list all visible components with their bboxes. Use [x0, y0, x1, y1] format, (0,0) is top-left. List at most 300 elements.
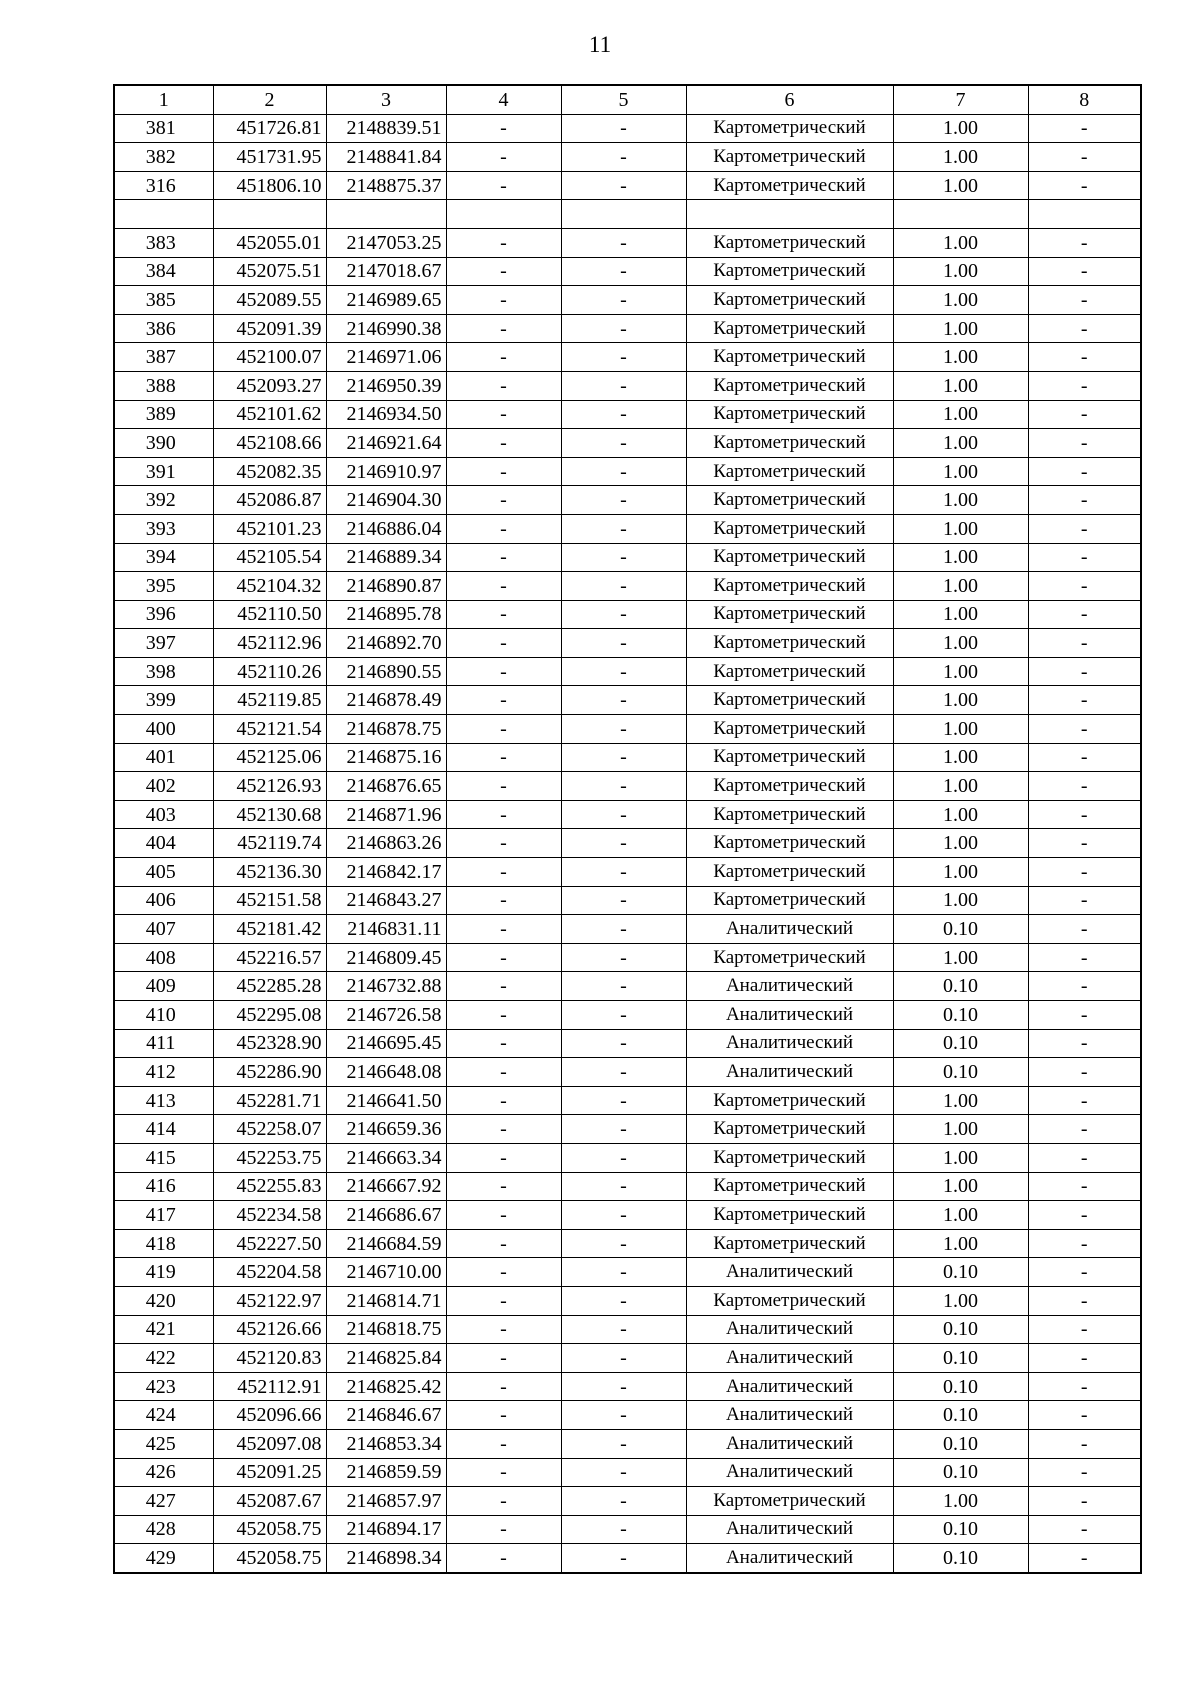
column-5-cell: -: [561, 486, 686, 515]
y-coordinate-cell: 2146921.64: [326, 429, 446, 458]
x-coordinate-cell: 452112.91: [213, 1372, 326, 1401]
column-4-cell: -: [446, 1229, 561, 1258]
column-5-cell: -: [561, 743, 686, 772]
table-row: [114, 686, 1141, 715]
accuracy-cell: 1.00: [893, 572, 1028, 601]
column-8-cell: -: [1028, 343, 1141, 372]
table-row: [114, 543, 1141, 572]
y-coordinate-cell: 2146904.30: [326, 486, 446, 515]
column-8-cell: -: [1028, 429, 1141, 458]
accuracy-cell: 1.00: [893, 143, 1028, 172]
accuracy-cell: 1.00: [893, 715, 1028, 744]
point-number-cell: 407: [114, 915, 213, 944]
column-8-cell: -: [1028, 1372, 1141, 1401]
point-number-cell: 382: [114, 143, 213, 172]
x-coordinate-cell: 451731.95: [213, 143, 326, 172]
x-coordinate-cell: 452295.08: [213, 1001, 326, 1030]
method-cell: Картометрический: [686, 114, 893, 143]
x-coordinate-cell: 452112.96: [213, 629, 326, 658]
column-4-cell: -: [446, 343, 561, 372]
coordinates-table-container: [113, 84, 1140, 1574]
accuracy-cell: 1.00: [893, 1143, 1028, 1172]
y-coordinate-cell: 2146910.97: [326, 457, 446, 486]
col-4-header: 4: [446, 85, 561, 114]
point-number-cell: 421: [114, 1315, 213, 1344]
col-1-header: 1: [114, 85, 213, 114]
point-number-cell: 400: [114, 715, 213, 744]
table-row: [114, 800, 1141, 829]
point-number-cell: 316: [114, 171, 213, 200]
column-4-cell: -: [446, 943, 561, 972]
method-cell: Картометрический: [686, 371, 893, 400]
table-row: [114, 1544, 1141, 1573]
method-cell: Картометрический: [686, 886, 893, 915]
x-coordinate-cell: 452121.54: [213, 715, 326, 744]
column-5-cell: -: [561, 715, 686, 744]
y-coordinate-cell: 2146857.97: [326, 1487, 446, 1516]
column-8-cell: -: [1028, 629, 1141, 658]
point-number-cell: 397: [114, 629, 213, 658]
table-row: [114, 1201, 1141, 1230]
y-coordinate-cell: 2146842.17: [326, 858, 446, 887]
column-4-cell: -: [446, 143, 561, 172]
column-5-cell: -: [561, 858, 686, 887]
column-8-cell: -: [1028, 1515, 1141, 1544]
column-8-cell: -: [1028, 1229, 1141, 1258]
x-coordinate-cell: 452097.08: [213, 1429, 326, 1458]
table-row: [114, 1401, 1141, 1430]
accuracy-cell: 1.00: [893, 829, 1028, 858]
accuracy-cell: 1.00: [893, 1086, 1028, 1115]
accuracy-cell: 1.00: [893, 257, 1028, 286]
column-8-cell: -: [1028, 1029, 1141, 1058]
column-4-cell: -: [446, 1143, 561, 1172]
x-coordinate-cell: 452281.71: [213, 1086, 326, 1115]
table-row: [114, 228, 1141, 257]
column-8-cell: -: [1028, 600, 1141, 629]
point-number-cell: 420: [114, 1286, 213, 1315]
point-number-cell: 384: [114, 257, 213, 286]
method-cell: Аналитический: [686, 1544, 893, 1573]
accuracy-cell: 1.00: [893, 772, 1028, 801]
y-coordinate-cell: [326, 200, 446, 229]
y-coordinate-cell: 2146890.55: [326, 657, 446, 686]
accuracy-cell: 0.10: [893, 1315, 1028, 1344]
column-5-cell: -: [561, 114, 686, 143]
column-8-cell: -: [1028, 886, 1141, 915]
column-8-cell: -: [1028, 314, 1141, 343]
column-4-cell: -: [446, 486, 561, 515]
column-8-cell: -: [1028, 1286, 1141, 1315]
column-8-cell: -: [1028, 1544, 1141, 1573]
accuracy-cell: 0.10: [893, 1344, 1028, 1373]
method-cell: Картометрический: [686, 143, 893, 172]
y-coordinate-cell: 2148841.84: [326, 143, 446, 172]
point-number-cell: 387: [114, 343, 213, 372]
point-number-cell: 413: [114, 1086, 213, 1115]
column-5-cell: -: [561, 171, 686, 200]
y-coordinate-cell: 2146726.58: [326, 1001, 446, 1030]
method-cell: Картометрический: [686, 429, 893, 458]
column-5-cell: -: [561, 600, 686, 629]
x-coordinate-cell: 452100.07: [213, 343, 326, 372]
table-row: [114, 429, 1141, 458]
column-5-cell: -: [561, 886, 686, 915]
table-row: [114, 1429, 1141, 1458]
table-row: [114, 1258, 1141, 1287]
x-coordinate-cell: 452082.35: [213, 457, 326, 486]
y-coordinate-cell: 2146846.67: [326, 1401, 446, 1430]
y-coordinate-cell: 2146890.87: [326, 572, 446, 601]
x-coordinate-cell: 452086.87: [213, 486, 326, 515]
y-coordinate-cell: 2146814.71: [326, 1286, 446, 1315]
column-4-cell: -: [446, 743, 561, 772]
point-number-cell: 429: [114, 1544, 213, 1573]
accuracy-cell: 0.10: [893, 1001, 1028, 1030]
method-cell: Аналитический: [686, 915, 893, 944]
point-number-cell: 385: [114, 286, 213, 315]
column-4-cell: -: [446, 228, 561, 257]
point-number-cell: 399: [114, 686, 213, 715]
column-4-cell: -: [446, 686, 561, 715]
x-coordinate-cell: 452253.75: [213, 1143, 326, 1172]
column-4-cell: -: [446, 171, 561, 200]
point-number-cell: 416: [114, 1172, 213, 1201]
x-coordinate-cell: 451806.10: [213, 171, 326, 200]
y-coordinate-cell: 2146892.70: [326, 629, 446, 658]
column-8-cell: -: [1028, 1001, 1141, 1030]
x-coordinate-cell: 452087.67: [213, 1487, 326, 1516]
column-5-cell: -: [561, 1229, 686, 1258]
x-coordinate-cell: 452058.75: [213, 1515, 326, 1544]
table-row: [114, 257, 1141, 286]
point-number-cell: 414: [114, 1115, 213, 1144]
column-5-cell: -: [561, 800, 686, 829]
point-number-cell: 427: [114, 1487, 213, 1516]
column-4-cell: -: [446, 514, 561, 543]
method-cell: [686, 200, 893, 229]
column-4-cell: -: [446, 371, 561, 400]
column-5-cell: -: [561, 1487, 686, 1516]
column-4-cell: -: [446, 1172, 561, 1201]
x-coordinate-cell: 452151.58: [213, 886, 326, 915]
x-coordinate-cell: 452119.85: [213, 686, 326, 715]
table-row: [114, 715, 1141, 744]
method-cell: Аналитический: [686, 1315, 893, 1344]
column-4-cell: -: [446, 1344, 561, 1373]
point-number-cell: 389: [114, 400, 213, 429]
x-coordinate-cell: 452258.07: [213, 1115, 326, 1144]
column-8-cell: -: [1028, 715, 1141, 744]
column-5-cell: -: [561, 1429, 686, 1458]
accuracy-cell: 1.00: [893, 514, 1028, 543]
page-number: 11: [588, 32, 612, 57]
column-4-cell: -: [446, 257, 561, 286]
column-5-cell: -: [561, 1286, 686, 1315]
x-coordinate-cell: 452055.01: [213, 228, 326, 257]
y-coordinate-cell: 2146825.84: [326, 1344, 446, 1373]
column-4-cell: -: [446, 1429, 561, 1458]
accuracy-cell: 1.00: [893, 943, 1028, 972]
point-number-cell: 409: [114, 972, 213, 1001]
accuracy-cell: 1.00: [893, 600, 1028, 629]
table-row: [114, 1115, 1141, 1144]
column-4-cell: -: [446, 600, 561, 629]
column-5-cell: -: [561, 686, 686, 715]
table-row: [114, 514, 1141, 543]
column-5-cell: -: [561, 514, 686, 543]
y-coordinate-cell: 2146667.92: [326, 1172, 446, 1201]
point-number-cell: 395: [114, 572, 213, 601]
column-8-cell: -: [1028, 772, 1141, 801]
column-4-cell: -: [446, 972, 561, 1001]
table-row: [114, 1458, 1141, 1487]
column-5-cell: -: [561, 1515, 686, 1544]
column-4-cell: -: [446, 1115, 561, 1144]
x-coordinate-cell: 452286.90: [213, 1058, 326, 1087]
accuracy-cell: 0.10: [893, 1258, 1028, 1287]
column-5-cell: -: [561, 772, 686, 801]
accuracy-cell: 1.00: [893, 400, 1028, 429]
point-number-cell: 392: [114, 486, 213, 515]
method-cell: Картометрический: [686, 314, 893, 343]
table-row: [114, 314, 1141, 343]
accuracy-cell: 1.00: [893, 886, 1028, 915]
y-coordinate-cell: 2146898.34: [326, 1544, 446, 1573]
x-coordinate-cell: 452126.93: [213, 772, 326, 801]
accuracy-cell: 1.00: [893, 314, 1028, 343]
point-number-cell: 410: [114, 1001, 213, 1030]
point-number-cell: 408: [114, 943, 213, 972]
column-4-cell: [446, 200, 561, 229]
column-8-cell: -: [1028, 943, 1141, 972]
column-8-cell: -: [1028, 1143, 1141, 1172]
table-row: [114, 343, 1141, 372]
method-cell: Картометрический: [686, 772, 893, 801]
table-row: [114, 1315, 1141, 1344]
y-coordinate-cell: 2146934.50: [326, 400, 446, 429]
method-cell: Картометрический: [686, 572, 893, 601]
column-5-cell: -: [561, 228, 686, 257]
x-coordinate-cell: 452110.50: [213, 600, 326, 629]
column-5-cell: -: [561, 543, 686, 572]
column-5-cell: -: [561, 1029, 686, 1058]
column-8-cell: -: [1028, 915, 1141, 944]
column-4-cell: -: [446, 858, 561, 887]
table-row: [114, 629, 1141, 658]
method-cell: Картометрический: [686, 400, 893, 429]
x-coordinate-cell: 452181.42: [213, 915, 326, 944]
column-4-cell: -: [446, 114, 561, 143]
table-row: [114, 657, 1141, 686]
accuracy-cell: 1.00: [893, 1172, 1028, 1201]
table-separator-row: [114, 200, 1141, 229]
method-cell: Аналитический: [686, 1258, 893, 1287]
method-cell: Картометрический: [686, 286, 893, 315]
column-8-cell: -: [1028, 572, 1141, 601]
column-8-cell: -: [1028, 486, 1141, 515]
table-row: [114, 743, 1141, 772]
y-coordinate-cell: 2146886.04: [326, 514, 446, 543]
column-5-cell: -: [561, 1258, 686, 1287]
table-row: [114, 829, 1141, 858]
table-row: [114, 400, 1141, 429]
accuracy-cell: 0.10: [893, 1429, 1028, 1458]
point-number-cell: 393: [114, 514, 213, 543]
x-coordinate-cell: 452204.58: [213, 1258, 326, 1287]
point-number-cell: 411: [114, 1029, 213, 1058]
method-cell: Картометрический: [686, 457, 893, 486]
x-coordinate-cell: 452126.66: [213, 1315, 326, 1344]
x-coordinate-cell: 452285.28: [213, 972, 326, 1001]
col-6-header: 6: [686, 85, 893, 114]
accuracy-cell: 1.00: [893, 1487, 1028, 1516]
table-row: [114, 1029, 1141, 1058]
y-coordinate-cell: 2146950.39: [326, 371, 446, 400]
point-number-cell: 402: [114, 772, 213, 801]
y-coordinate-cell: 2146695.45: [326, 1029, 446, 1058]
x-coordinate-cell: 452093.27: [213, 371, 326, 400]
column-4-cell: -: [446, 1515, 561, 1544]
point-number-cell: 412: [114, 1058, 213, 1087]
method-cell: Картометрический: [686, 514, 893, 543]
column-4-cell: -: [446, 400, 561, 429]
column-4-cell: -: [446, 1201, 561, 1230]
table-row: [114, 1058, 1141, 1087]
point-number-cell: 405: [114, 858, 213, 887]
y-coordinate-cell: 2146989.65: [326, 286, 446, 315]
table-row: [114, 1086, 1141, 1115]
point-number-cell: 404: [114, 829, 213, 858]
table-row: [114, 1001, 1141, 1030]
accuracy-cell: 0.10: [893, 1029, 1028, 1058]
x-coordinate-cell: 452234.58: [213, 1201, 326, 1230]
y-coordinate-cell: 2146809.45: [326, 943, 446, 972]
column-4-cell: -: [446, 1001, 561, 1030]
column-5-cell: -: [561, 1001, 686, 1030]
method-cell: Картометрический: [686, 1487, 893, 1516]
accuracy-cell: 1.00: [893, 543, 1028, 572]
accuracy-cell: 1.00: [893, 486, 1028, 515]
accuracy-cell: 1.00: [893, 228, 1028, 257]
method-cell: Аналитический: [686, 1372, 893, 1401]
method-cell: Аналитический: [686, 1401, 893, 1430]
accuracy-cell: 1.00: [893, 371, 1028, 400]
column-8-cell: -: [1028, 1487, 1141, 1516]
table-row: [114, 1229, 1141, 1258]
y-coordinate-cell: 2146895.78: [326, 600, 446, 629]
column-5-cell: -: [561, 371, 686, 400]
point-number-cell: 388: [114, 371, 213, 400]
y-coordinate-cell: 2146859.59: [326, 1458, 446, 1487]
column-5-cell: -: [561, 1544, 686, 1573]
x-coordinate-cell: 452130.68: [213, 800, 326, 829]
column-4-cell: -: [446, 1401, 561, 1430]
accuracy-cell: 0.10: [893, 972, 1028, 1001]
column-4-cell: -: [446, 772, 561, 801]
method-cell: Картометрический: [686, 343, 893, 372]
table-row: [114, 286, 1141, 315]
table-row: [114, 171, 1141, 200]
x-coordinate-cell: 452136.30: [213, 858, 326, 887]
y-coordinate-cell: 2146990.38: [326, 314, 446, 343]
column-4-cell: -: [446, 543, 561, 572]
column-5-cell: -: [561, 257, 686, 286]
column-4-cell: -: [446, 286, 561, 315]
column-4-cell: -: [446, 800, 561, 829]
column-8-cell: -: [1028, 257, 1141, 286]
point-number-cell: 391: [114, 457, 213, 486]
y-coordinate-cell: 2147053.25: [326, 228, 446, 257]
column-8-cell: -: [1028, 286, 1141, 315]
accuracy-cell: 1.00: [893, 686, 1028, 715]
column-5-cell: [561, 200, 686, 229]
method-cell: Картометрический: [686, 1229, 893, 1258]
table-row: [114, 486, 1141, 515]
y-coordinate-cell: 2146659.36: [326, 1115, 446, 1144]
method-cell: Картометрический: [686, 743, 893, 772]
table-row: [114, 943, 1141, 972]
column-8-cell: -: [1028, 371, 1141, 400]
point-number-cell: [114, 200, 213, 229]
x-coordinate-cell: 452104.32: [213, 572, 326, 601]
x-coordinate-cell: 452108.66: [213, 429, 326, 458]
x-coordinate-cell: 452089.55: [213, 286, 326, 315]
accuracy-cell: 1.00: [893, 1201, 1028, 1230]
y-coordinate-cell: 2146875.16: [326, 743, 446, 772]
column-5-cell: -: [561, 1401, 686, 1430]
accuracy-cell: [893, 200, 1028, 229]
column-4-cell: -: [446, 1372, 561, 1401]
accuracy-cell: 1.00: [893, 1229, 1028, 1258]
column-4-cell: -: [446, 457, 561, 486]
point-number-cell: 425: [114, 1429, 213, 1458]
y-coordinate-cell: 2146686.67: [326, 1201, 446, 1230]
column-8-cell: -: [1028, 972, 1141, 1001]
column-5-cell: -: [561, 1058, 686, 1087]
table-body: [114, 114, 1141, 1573]
point-number-cell: 381: [114, 114, 213, 143]
column-4-cell: -: [446, 1086, 561, 1115]
column-5-cell: -: [561, 572, 686, 601]
column-5-cell: -: [561, 1458, 686, 1487]
x-coordinate-cell: 452101.23: [213, 514, 326, 543]
column-5-cell: -: [561, 1115, 686, 1144]
y-coordinate-cell: 2146831.11: [326, 915, 446, 944]
y-coordinate-cell: 2146863.26: [326, 829, 446, 858]
accuracy-cell: 1.00: [893, 429, 1028, 458]
table-row: [114, 886, 1141, 915]
column-4-cell: -: [446, 1286, 561, 1315]
column-8-cell: -: [1028, 457, 1141, 486]
point-number-cell: 398: [114, 657, 213, 686]
table-row: [114, 600, 1141, 629]
table-row: [114, 972, 1141, 1001]
method-cell: Аналитический: [686, 1001, 893, 1030]
method-cell: Аналитический: [686, 972, 893, 1001]
y-coordinate-cell: 2146971.06: [326, 343, 446, 372]
method-cell: Картометрический: [686, 1115, 893, 1144]
column-4-cell: -: [446, 1487, 561, 1516]
method-cell: Картометрический: [686, 686, 893, 715]
table-row: [114, 1143, 1141, 1172]
column-8-cell: -: [1028, 1458, 1141, 1487]
x-coordinate-cell: 452101.62: [213, 400, 326, 429]
point-number-cell: 401: [114, 743, 213, 772]
column-4-cell: -: [446, 429, 561, 458]
column-8-cell: -: [1028, 114, 1141, 143]
accuracy-cell: 0.10: [893, 1515, 1028, 1544]
